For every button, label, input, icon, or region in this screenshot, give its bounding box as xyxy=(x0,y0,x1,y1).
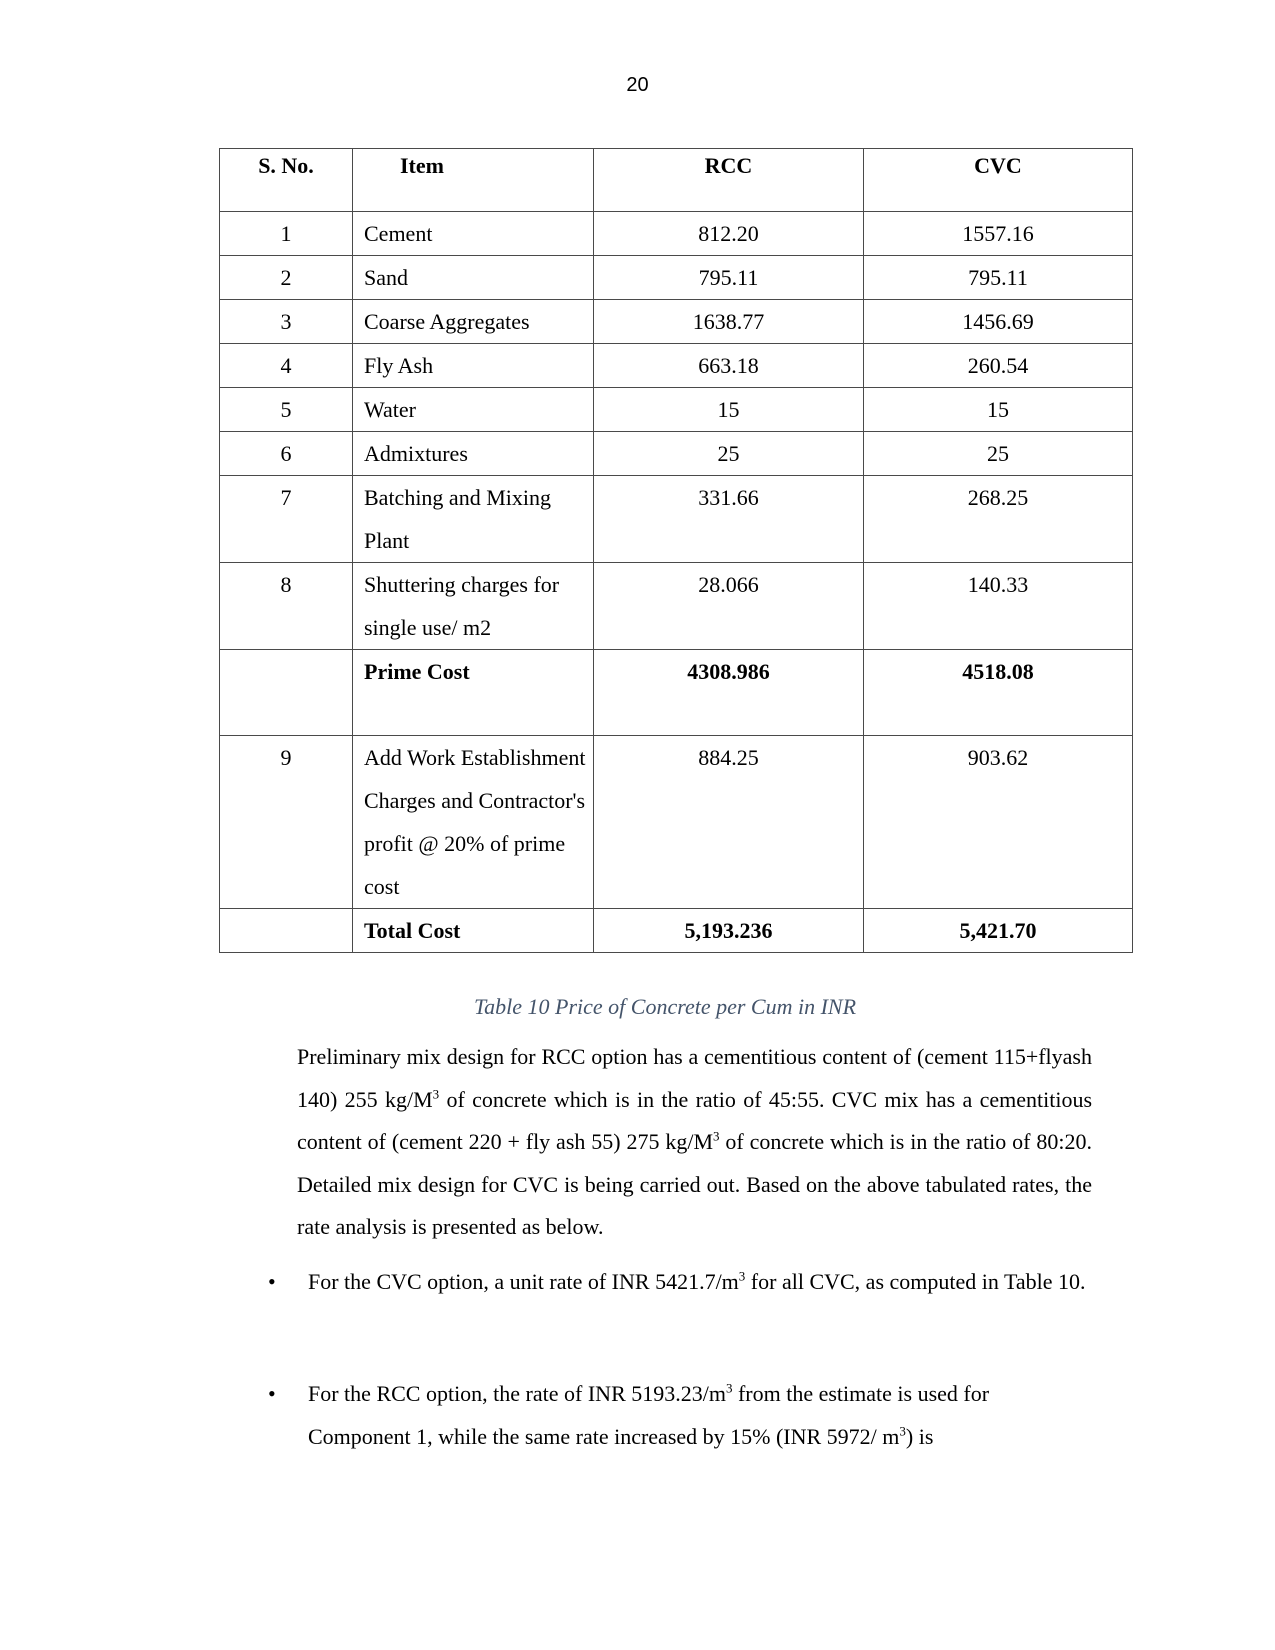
cell-rcc: 795.11 xyxy=(594,256,864,300)
cell-item: Batching and Mixing Plant xyxy=(353,476,594,563)
header-rcc: RCC xyxy=(594,149,864,212)
header-sno: S. No. xyxy=(220,149,353,212)
cell-rcc: 28.066 xyxy=(594,563,864,650)
bullet-text: For the CVC option, a unit rate of INR $5421.7/m^3$ for all CVC, as computed in Table 10. xyxy=(308,1268,1086,1294)
cell-rcc: 663.18 xyxy=(594,344,864,388)
table-row xyxy=(220,563,1133,650)
table-row xyxy=(220,476,1133,563)
cell-sno xyxy=(220,650,353,736)
cell-rcc: 812.20 xyxy=(594,212,864,256)
cell-cvc: 1456.69 xyxy=(864,300,1133,344)
cell-sno: 5 xyxy=(220,388,353,432)
cell-item: Cement xyxy=(353,212,594,256)
superscript: 3 xyxy=(713,1128,720,1144)
cell-cvc: 1557.16 xyxy=(864,212,1133,256)
cell-item: Coarse Aggregates xyxy=(353,300,594,344)
table-row xyxy=(220,388,1133,432)
header-cvc: CVC xyxy=(864,149,1133,212)
cell-item: Add Work Establishment Charges and Contractor's profit @ 20% of prime cost xyxy=(353,736,594,909)
cell-item: Shuttering charges for single use/ m2 xyxy=(353,563,594,650)
cell-sno xyxy=(220,909,353,953)
paragraph-text: of concrete which is in the ratio of 45:55. CVC mix has a cementitious content of (cement 220 + fly ash 55) 275 kg/M xyxy=(297,1086,1093,1154)
paragraph-text: of concrete which is in the ratio of 80:20. Detailed mix design for CVC is being carried out. Based on the above tabulated rates, the rate analysis is presented as below. xyxy=(297,1129,1092,1239)
cell-cvc: 25 xyxy=(864,432,1133,476)
body-paragraph xyxy=(297,1036,1092,1249)
bullet-marker: • xyxy=(268,1381,276,1406)
table-header-row xyxy=(220,149,1133,212)
table-row xyxy=(220,344,1133,388)
cost-table xyxy=(219,148,1133,953)
cell-cvc: 795.11 xyxy=(864,256,1133,300)
cell-sno: 6 xyxy=(220,432,353,476)
bullet-text: For the RCC option, the rate of INR $5193.23/m^3$ from the estimate is used for Component 1, while the same rate increased by 15% (INR 5972/ $m^3$) is xyxy=(308,1380,990,1449)
cell-item: Total Cost xyxy=(353,909,594,953)
cell-rcc: 331.66 xyxy=(594,476,864,563)
cell-rcc: 1638.77 xyxy=(594,300,864,344)
cell-rcc: 4308.986 xyxy=(594,650,864,736)
cell-item: Water xyxy=(353,388,594,432)
table-row xyxy=(220,736,1133,909)
cell-cvc: 903.62 xyxy=(864,736,1133,909)
paragraph-text: Preliminary mix design for RCC option has a cementitious content of (cement 115+flyash 140) 255 kg/M xyxy=(297,1044,1092,1112)
header-item: Item xyxy=(353,149,594,212)
cell-item: Admixtures xyxy=(353,432,594,476)
cell-sno: 7 xyxy=(220,476,353,563)
cell-item: Sand xyxy=(353,256,594,300)
cell-item: Fly Ash xyxy=(353,344,594,388)
table-caption: Table 10 Price of Concrete per Cum in INR xyxy=(473,994,857,1019)
cell-sno: 1 xyxy=(220,212,353,256)
page-number: 20 xyxy=(626,74,649,96)
cell-cvc: 140.33 xyxy=(864,563,1133,650)
cell-cvc: 5,421.70 xyxy=(864,909,1133,953)
table-row xyxy=(220,256,1133,300)
table-row xyxy=(220,432,1133,476)
cell-rcc: 25 xyxy=(594,432,864,476)
cell-sno: 4 xyxy=(220,344,353,388)
cell-sno: 9 xyxy=(220,736,353,909)
cell-rcc: 15 xyxy=(594,388,864,432)
cell-cvc: 4518.08 xyxy=(864,650,1133,736)
cell-sno: 3 xyxy=(220,300,353,344)
total-cost-row xyxy=(220,909,1133,953)
bullet-marker: • xyxy=(268,1269,276,1294)
prime-cost-row xyxy=(220,650,1133,736)
cell-cvc: 260.54 xyxy=(864,344,1133,388)
cell-cvc: 15 xyxy=(864,388,1133,432)
cell-rcc: 884.25 xyxy=(594,736,864,909)
table-row xyxy=(220,212,1133,256)
table-row xyxy=(220,300,1133,344)
cell-rcc: 5,193.236 xyxy=(594,909,864,953)
cell-sno: 8 xyxy=(220,563,353,650)
cell-cvc: 268.25 xyxy=(864,476,1133,563)
superscript: 3 xyxy=(432,1086,440,1102)
cell-sno: 2 xyxy=(220,256,353,300)
cell-item: Prime Cost xyxy=(353,650,594,736)
